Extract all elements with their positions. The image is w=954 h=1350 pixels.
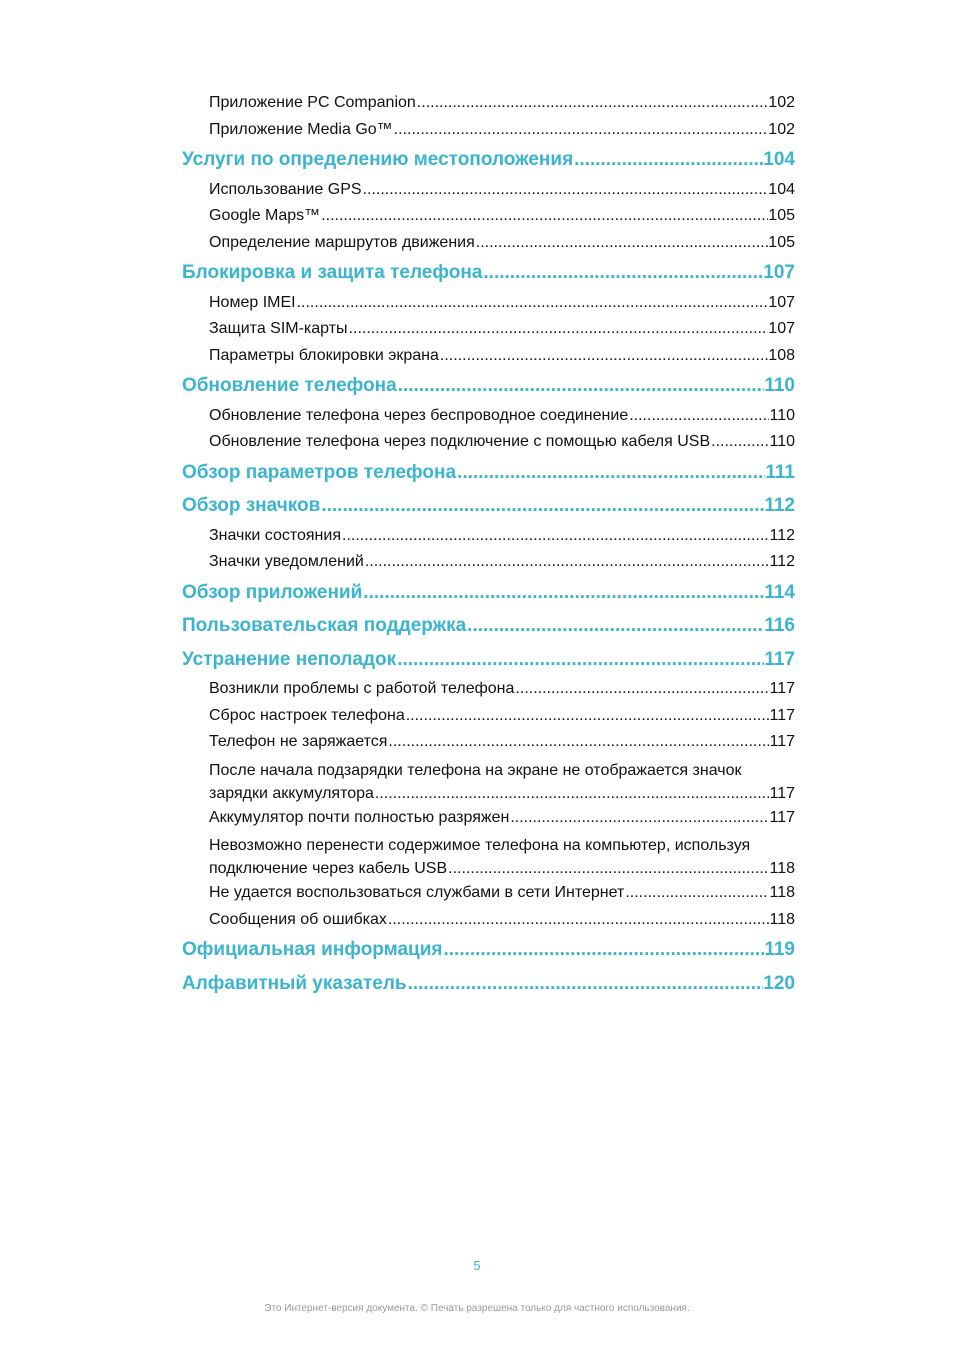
- toc-entry-page: 117: [769, 706, 795, 724]
- toc-heading-title: Обзор значков: [182, 495, 321, 516]
- toc-entry[interactable]: [209, 177, 795, 204]
- toc-entry-title: Использование GPS: [209, 180, 362, 198]
- dot-leader: [398, 370, 765, 403]
- dot-leader: [574, 144, 763, 177]
- toc-heading-page: 116: [764, 615, 795, 636]
- toc-entry-page: 118: [769, 884, 795, 901]
- toc-entry-title: зарядки аккумулятора: [209, 784, 374, 802]
- toc-entry-title: Защита SIM-карты: [209, 320, 348, 337]
- toc-heading-title: Пользовательская поддержка: [182, 615, 467, 636]
- dot-leader: [483, 257, 763, 290]
- toc-heading-page: 111: [765, 461, 795, 483]
- toc-entry-title: Значки состояния: [209, 526, 341, 544]
- dot-leader: [408, 968, 764, 1001]
- toc-entry-page: 102: [768, 120, 795, 138]
- toc-entry-title: Обновление телефона через беспроводное соединение: [209, 406, 629, 424]
- toc-entry-title: Номер IMEI: [209, 293, 296, 311]
- toc-entry-page: 110: [769, 433, 795, 450]
- toc-heading-title: Обзор приложений: [182, 581, 363, 603]
- toc-heading-page: 119: [764, 939, 795, 960]
- toc-section-heading[interactable]: [182, 490, 795, 523]
- dot-leader: [321, 490, 764, 523]
- toc-heading-page: 120: [763, 972, 795, 994]
- toc-entry-page: 107: [768, 293, 795, 311]
- toc-entry[interactable]: [209, 907, 795, 934]
- toc-heading-page: 114: [764, 581, 795, 603]
- toc-entry[interactable]: [209, 523, 795, 550]
- dot-leader: [510, 805, 769, 832]
- toc-section-heading[interactable]: [182, 457, 795, 490]
- toc-entry-title: Значки уведомлений: [209, 553, 364, 570]
- toc-entry-title: Определение маршрутов движения: [209, 233, 475, 251]
- toc-entry[interactable]: [209, 703, 795, 730]
- footer-notice: Это Интернет-версия документа. © Печать разрешена только для частного использования.: [264, 1303, 690, 1314]
- toc-entry-page: 110: [769, 406, 795, 424]
- toc-entry-title-line1: Невозможно перенести содержимое телефона на компьютер, используя: [209, 837, 751, 854]
- page-number: 5: [473, 1258, 481, 1273]
- dot-leader: [388, 729, 769, 756]
- toc-heading-page: 107: [763, 262, 795, 283]
- dot-leader: [629, 403, 769, 430]
- toc-heading-page: 110: [764, 375, 795, 396]
- dot-leader: [406, 703, 770, 730]
- dot-leader: [394, 117, 769, 144]
- toc-entry[interactable]: [209, 230, 795, 257]
- toc-entry-title: Аккумулятор почти полностью разряжен: [209, 808, 510, 826]
- toc-entry[interactable]: [209, 880, 795, 907]
- toc-heading-page: 104: [763, 149, 795, 170]
- table-of-contents: [182, 90, 795, 1000]
- toc-entry-multiline[interactable]: [209, 834, 795, 880]
- toc-entry-title: Обновление телефона через подключение с помощью кабеля USB: [209, 433, 711, 450]
- toc-section-heading[interactable]: [182, 968, 795, 1001]
- toc-heading-title: Официальная информация: [182, 939, 443, 960]
- dot-leader: [349, 316, 769, 343]
- toc-entry-title: Приложение Media Go™: [209, 120, 393, 138]
- toc-entry-title: Приложение PC Companion: [209, 94, 416, 111]
- toc-entry[interactable]: [209, 316, 795, 343]
- toc-entry[interactable]: [209, 343, 795, 370]
- toc-entry-page: 118: [769, 860, 795, 877]
- toc-entry-title: Сброс настроек телефона: [209, 706, 405, 724]
- toc-section-heading[interactable]: [182, 370, 795, 403]
- toc-entry-page: 102: [768, 94, 795, 111]
- toc-section-heading[interactable]: [182, 934, 795, 967]
- toc-entry-multiline[interactable]: [209, 759, 795, 805]
- toc-entry[interactable]: [209, 403, 795, 430]
- toc-entry-page: 104: [768, 180, 795, 198]
- toc-entry-title: Google Maps™: [209, 207, 321, 224]
- dot-leader: [625, 880, 769, 907]
- toc-heading-title: Блокировка и защита телефона: [182, 262, 483, 283]
- dot-leader: [297, 290, 769, 317]
- dot-leader: [375, 782, 770, 805]
- toc-section-heading[interactable]: [182, 577, 795, 610]
- dot-leader: [457, 457, 765, 490]
- dot-leader: [365, 549, 770, 576]
- toc-section-heading[interactable]: [182, 257, 795, 290]
- toc-entry[interactable]: [209, 805, 795, 832]
- toc-heading-title: Устранение неполадок: [182, 648, 397, 670]
- dot-leader: [388, 907, 770, 934]
- toc-entry-page: 105: [768, 207, 795, 224]
- toc-entry[interactable]: [209, 203, 795, 230]
- dot-leader: [321, 203, 768, 230]
- toc-entry-page: 107: [768, 320, 795, 337]
- toc-entry-page: 117: [769, 680, 795, 697]
- dot-leader: [448, 857, 769, 880]
- dot-leader: [417, 90, 769, 117]
- dot-leader: [467, 610, 764, 643]
- toc-entry-page: 117: [769, 733, 795, 750]
- toc-entry-title: Параметры блокировки экрана: [209, 346, 439, 364]
- toc-entry[interactable]: [209, 429, 795, 456]
- toc-entry-page: 108: [768, 346, 795, 364]
- dot-leader: [397, 644, 764, 677]
- dot-leader: [440, 343, 768, 370]
- dot-leader: [711, 429, 769, 456]
- toc-entry-page: 117: [769, 808, 795, 826]
- toc-entry[interactable]: [209, 676, 795, 703]
- toc-section-heading[interactable]: [182, 610, 795, 643]
- toc-heading-title: Обзор параметров телефона: [182, 461, 457, 483]
- toc-entry[interactable]: [209, 117, 795, 144]
- dot-leader: [476, 230, 769, 257]
- toc-entry[interactable]: [209, 729, 795, 756]
- toc-heading-page: 112: [764, 495, 795, 516]
- toc-heading-title: Обновление телефона: [182, 375, 397, 396]
- toc-entry[interactable]: [209, 290, 795, 317]
- toc-heading-title: Услуги по определению местоположения: [182, 149, 574, 170]
- toc-section-heading[interactable]: [182, 144, 795, 177]
- toc-heading-title: Алфавитный указатель: [182, 972, 407, 994]
- toc-entry-page: 105: [768, 233, 795, 251]
- dot-leader: [342, 523, 769, 550]
- toc-section-heading[interactable]: [182, 644, 795, 677]
- dot-leader: [363, 577, 764, 610]
- toc-heading-page: 117: [764, 648, 795, 670]
- toc-entry[interactable]: [209, 90, 795, 117]
- toc-entry-title: Сообщения об ошибках: [209, 910, 387, 928]
- toc-entry-title: Возникли проблемы с работой телефона: [209, 680, 515, 697]
- toc-entry-title-line1: После начала подзарядки телефона на экране не отображается значок: [209, 761, 742, 779]
- toc-entry-page: 118: [769, 910, 795, 928]
- toc-entry-title: Телефон не заряжается: [209, 733, 388, 750]
- toc-entry-page: 112: [769, 526, 795, 544]
- dot-leader: [363, 177, 769, 204]
- dot-leader: [443, 934, 764, 967]
- toc-entry-title: подключение через кабель USB: [209, 860, 448, 877]
- toc-entry[interactable]: [209, 549, 795, 576]
- toc-entry-page: 112: [769, 553, 795, 570]
- dot-leader: [515, 676, 769, 703]
- toc-entry-title: Не удается воспользоваться службами в сети Интернет: [209, 884, 625, 901]
- toc-entry-page: 117: [769, 784, 795, 802]
